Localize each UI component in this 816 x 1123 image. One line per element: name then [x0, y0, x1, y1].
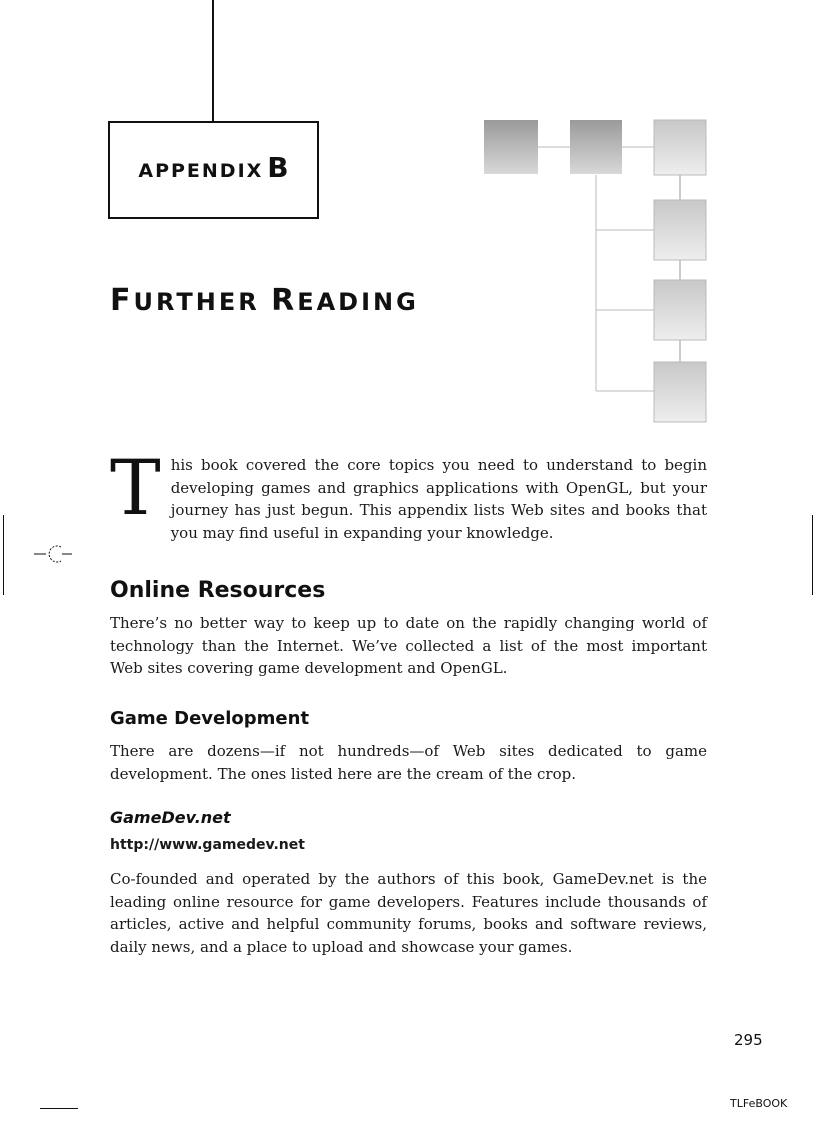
gamedev-net-paragraph: Co-founded and operated by the authors of this book, GameDev.net is the leading online resource for game developers. Features include thousands of articles, active and helpful community forums, books and software reviews, daily news, and a place to upload and showcase your games.: [110, 870, 707, 956]
registration-mark-icon: [34, 536, 72, 574]
chapter-title: FURTHER READING: [110, 283, 419, 318]
footer-tag: TLFeBOOK: [730, 1097, 788, 1110]
gamedev-net-url: http://www.gamedev.net: [110, 837, 305, 853]
header-rule: [212, 0, 214, 122]
entry-heading-gamedev-net: GameDev.net: [110, 808, 231, 827]
subsection-heading-game-development: Game Development: [110, 708, 310, 729]
game-development-paragraph: There are dozens—if not hundreds—of Web sites dedicated to game development. The ones listed here are the cream of the crop.: [110, 742, 707, 783]
intro-paragraph: This book covered the core topics you need to understand to begin developing games and graphics applications with OpenGL, but your journey has just begun. This appendix lists Web sites and books that you may find useful in expanding your knowledge.: [110, 443, 707, 542]
section-heading-online-resources: Online Resources: [110, 578, 326, 603]
diagram-box-5: [654, 280, 706, 340]
appendix-letter: B: [267, 150, 289, 184]
diagram-box-4: [654, 200, 706, 260]
appendix-label-box: [108, 121, 319, 219]
diagram-box-6: [654, 362, 706, 422]
online-resources-paragraph: There’s no better way to keep up to date on the rapidly changing world of technology than the Internet. We’ve collected a list of the most important Web sites covering game development and OpenGL.: [110, 614, 707, 677]
left-margin-rule: [3, 515, 4, 595]
diagram-box-3: [654, 120, 706, 175]
diagram-box-1: [484, 120, 538, 174]
drop-cap: T: [110, 443, 161, 532]
appendix-label: APPENDIX B: [138, 150, 289, 184]
page-number: 295: [734, 1031, 763, 1049]
decorative-box-diagram: [470, 100, 730, 440]
right-margin-rule: [812, 515, 813, 595]
footer-rule: [40, 1108, 78, 1109]
diagram-box-2: [570, 120, 622, 174]
